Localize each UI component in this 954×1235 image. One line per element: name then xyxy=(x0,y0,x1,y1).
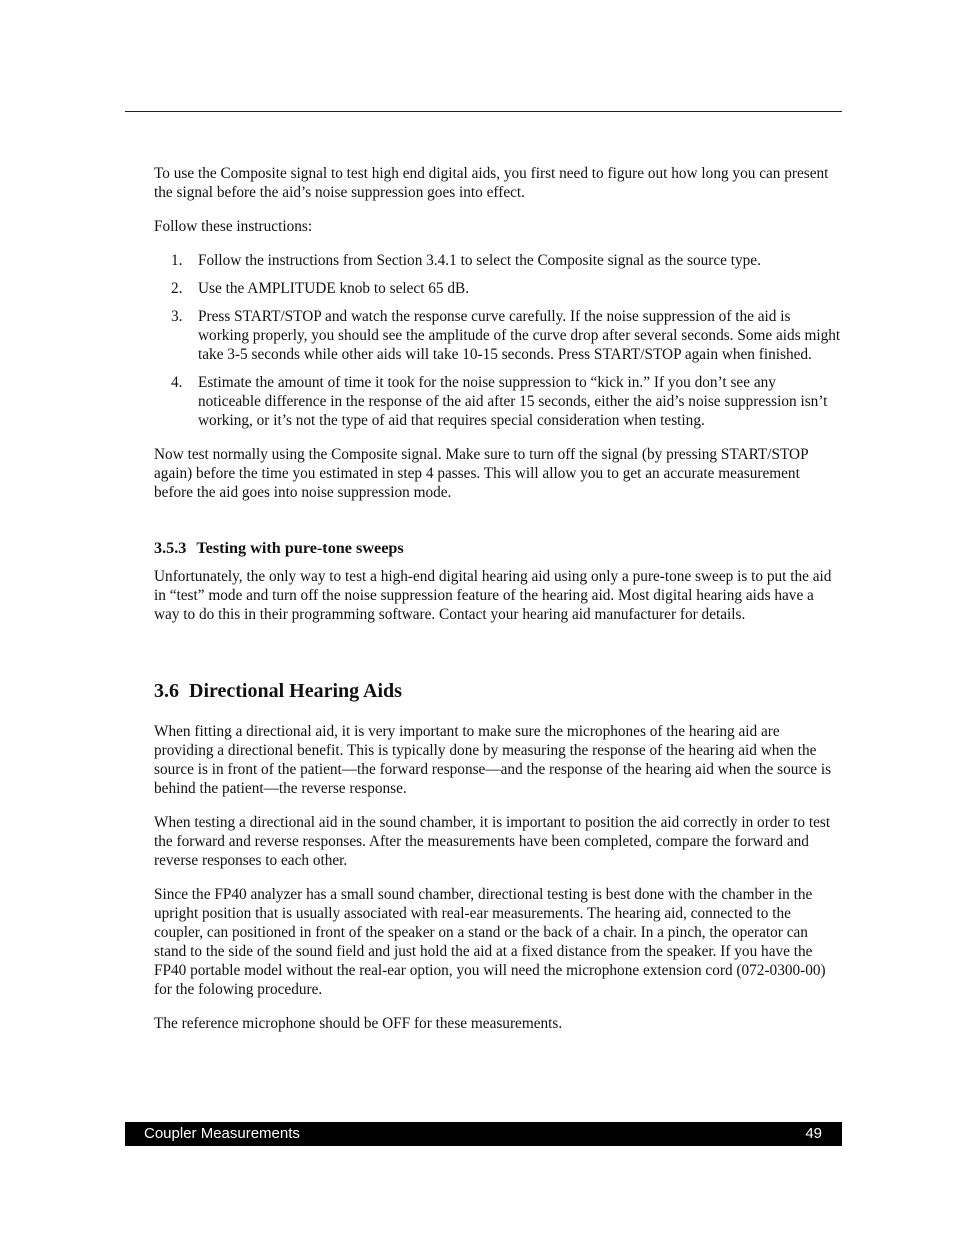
list-item-number: 1. xyxy=(171,252,183,269)
list-item-number: 4. xyxy=(171,374,183,391)
intro-paragraph: To use the Composite signal to test high end digital aids, you first need to figure out how long you can present the signal before the aid’s noise suppression goes into effect. xyxy=(154,165,829,201)
section-353-heading xyxy=(154,538,842,558)
page-number: 49 xyxy=(805,1125,822,1142)
section-title: Directional Hearing Aids xyxy=(189,680,402,702)
body-paragraph: The reference microphone should be OFF for these measurements. xyxy=(154,1015,563,1032)
section-title: Testing with pure-tone sweeps xyxy=(196,539,404,557)
list-item-text: Use the AMPLITUDE knob to select 65 dB. xyxy=(198,280,470,297)
header-rule xyxy=(125,111,842,112)
list-item xyxy=(154,279,842,298)
list-item xyxy=(154,307,842,364)
body-paragraph: When testing a directional aid in the sound chamber, it is important to position the aid correctly in order to test the forward and reverse responses. After the measurements have been completed, compare the forward and reverse responses to each other. xyxy=(154,814,831,869)
list-item-number: 2. xyxy=(171,280,183,297)
instruction-list xyxy=(154,251,842,430)
list-item-text: Follow the instructions from Section 3.4.1 to select the Composite signal as the source type. xyxy=(198,252,761,269)
footer-title: Coupler Measurements xyxy=(144,1125,300,1142)
section-353-body: Unfortunately, the only way to test a high-end digital hearing aid using only a pure-tone sweep is to put the aid in “test” mode and turn off the noise suppression feature of the hearing aid. Most digital hearing aids have a way to do this in their programming software. Contact your hearing aid manufacturer for details. xyxy=(154,568,832,623)
section-number: 3.6 xyxy=(154,680,179,702)
now-test-paragraph: Now test normally using the Composite signal. Make sure to turn off the signal (by pressing START/STOP again) before the time you estimated in step 4 passes. This will allow you to get an accurate measurement before the aid goes into noise suppression mode. xyxy=(154,446,809,501)
list-item-text: Press START/STOP and watch the response curve carefully. If the noise suppression of the aid is working properly, you should see the amplitude of the curve drop after several seconds. Some aids might take 3-5 seconds while other aids will take 10-15 seconds. Press START/STOP again when finished. xyxy=(198,308,841,363)
body-paragraph: When fitting a directional aid, it is very important to make sure the microphones of the hearing aid are providing a directional benefit. This is typically done by measuring the response of the hearing aid when the source is in front of the patient—the forward response—and the response of the hearing aid when the source is behind the patient—the reverse response. xyxy=(154,723,832,797)
follow-instructions: Follow these instructions: xyxy=(154,218,313,235)
page-footer xyxy=(125,1122,842,1146)
section-number: 3.5.3 xyxy=(154,539,187,557)
list-item xyxy=(154,251,842,270)
section-36-heading xyxy=(154,679,842,703)
page-content xyxy=(154,164,842,1033)
list-item-number: 3. xyxy=(171,308,183,325)
list-item-text: Estimate the amount of time it took for the noise suppression to “kick in.” If you don’t see any noticeable difference in the response of the aid after 15 seconds, either the aid’s noise suppression isn’t working, or it’s not the type of aid that requires special consideration when testing. xyxy=(198,374,828,429)
body-paragraph: Since the FP40 analyzer has a small sound chamber, directional testing is best done with the chamber in the upright position that is usually associated with real-ear measurements. The hearing aid, connected to the coupler, can positioned in front of the speaker on a stand or the back of a chair. In a pinch, the operator can stand to the side of the sound field and just hold the aid at a fixed distance from the speaker. If you have the FP40 portable model without the real-ear option, you will need the microphone extension cord (072-0300-00) for the folowing procedure. xyxy=(154,886,826,998)
list-item xyxy=(154,373,842,430)
